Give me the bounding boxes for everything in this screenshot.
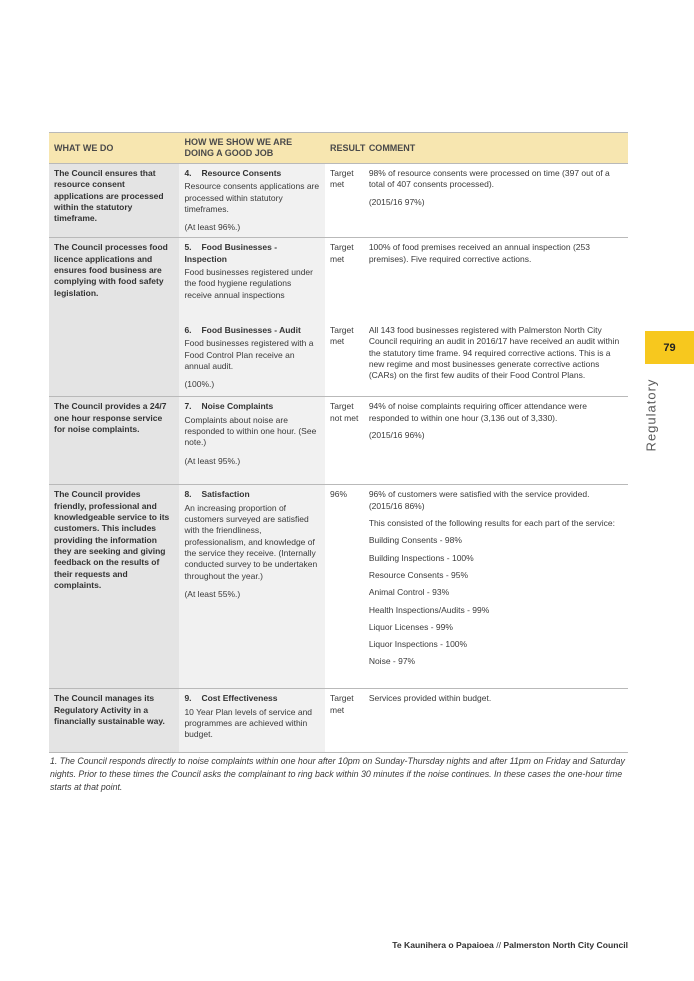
measure-description: Complaints about noise are responded to within one hour. (See note.) [184,414,317,448]
table-row [49,689,628,752]
measure-description: Resource consents applications are processed within statutory timeframes. [184,181,320,214]
table-body [49,164,628,753]
comment-line: (2015/16 97%) [368,196,425,207]
comment-line: Noise - 97% [368,656,416,667]
measure-target: (At least 95%.) [184,455,241,466]
measure-title [184,168,320,179]
comment-line: 100% of food premises received an annual inspection (253 premises). Five required corrective actions. [368,242,590,264]
comment-line: Animal Control - 93% [368,587,450,598]
comment-line: 96% of customers were satisfied with the service provided. (2015/16 86%) [368,489,590,511]
measure-cell [179,238,325,321]
measure-title-text: Resource Consents [201,168,282,178]
comment-cell [364,321,628,397]
table-row [49,485,628,689]
comment-line: This consisted of the following results for each part of the service: [368,518,615,529]
measure-description: 10 Year Plan levels of service and programmes are achieved within budget. [184,706,313,740]
measure-number: 6. [184,324,192,335]
comment-line: All 143 food businesses registered with Palmerston North City Council requiring an audit in 2016/17 have received an audit within the statutory time frame. 94 required corrective actions. This is a new regime and most businesses generate corrective actions (CARs) on the first few audits of their Food Control Plans. [368,324,620,381]
measure-cell [179,397,325,485]
comment-line: Building Inspections - 100% [368,552,474,563]
result-cell: Target met [325,321,364,397]
section-name: Regulatory [643,378,659,452]
what-we-do-cell: The Council provides a 24/7 one hour response service for noise complaints. [49,397,179,485]
measure-title [184,401,320,412]
measure-number: 5. [184,242,192,253]
measure-title-text: Satisfaction [201,489,250,500]
measure-number: 4. [184,168,192,178]
footer-maori-name: Te Kaunihera o Papaioea [392,940,494,950]
measure-title [184,489,320,500]
page-number-tab [645,331,694,364]
what-we-do-cell: The Council manages its Regulatory Activity in a financially sustainable way. [49,689,179,752]
measure-number: 9. [184,693,192,704]
comment-cell [364,238,628,321]
table-header-row [49,133,628,164]
footer-separator: // [493,940,504,950]
measure-description: Food businesses registered under the food hygiene regulations receive annual inspections [184,267,313,300]
result-cell: Target met [325,689,364,752]
comment-line: 94% of noise complaints requiring officer attendance were responded to within one hour (3,136 out of 3,330). [368,401,587,423]
comment-line: Health Inspections/Audits - 99% [368,604,490,615]
measure-title-text: Noise Complaints [201,401,274,412]
page-number: 79 [663,341,676,354]
comment-cell [364,689,628,752]
measure-cell [179,164,325,238]
result-cell: Target met [325,238,364,321]
measure-target: (At least 96%.) [184,222,241,233]
table-row [49,238,628,321]
comment-cell [364,397,628,485]
measure-number: 8. [184,489,192,500]
measure-title [184,693,320,704]
header-result: RESULT [325,133,364,164]
result-cell: 96% [325,485,364,689]
measure-cell [179,485,325,689]
measure-title-text: Cost Effectiveness [201,693,278,704]
comment-line: Liquor Licenses - 99% [368,621,453,632]
comment-line: Liquor Inspections - 100% [368,639,468,650]
measure-description: An increasing proportion of customers surveyed are satisfied with the friendliness, professionalism, and knowledge of the service they receive. (Internally conducted survey to be undertaken throughout the year.) [184,502,318,581]
comment-line: (2015/16 96%) [368,430,425,441]
comment-line: 98% of resource consents were processed on time (397 out of a total of 407 consents processed). [368,168,610,190]
header-what-we-do: WHAT WE DO [49,133,179,164]
measure-target: (At least 55%.) [184,588,241,599]
measure-cell [179,321,325,397]
measure-title-text: Food Businesses - Audit [201,324,301,335]
section-label [643,376,659,454]
table-row [49,164,628,238]
performance-measures-table [49,132,628,753]
measure-title-text: Food Businesses - Inspection [184,242,278,264]
header-comment: COMMENT [364,133,628,164]
what-we-do-cell: The Council processes food licence applications and ensures food business are complying with food safety legislation. [49,238,179,397]
comment-line: Resource Consents - 95% [368,569,469,580]
table-row [49,397,628,485]
measure-number: 7. [184,401,192,412]
result-cell: Target not met [325,397,364,485]
comment-line: Services provided within budget. [368,693,492,704]
measure-description: Food businesses registered with a Food Control Plan receive an annual audit. [184,338,314,371]
comment-line: Building Consents - 98% [368,535,462,546]
what-we-do-cell: The Council ensures that resource consent applications are processed within the statutory timeframe. [49,164,179,238]
what-we-do-cell: The Council provides friendly, professional and knowledgeable service to its customers. This includes providing the information they are seeking and giving feedback on the results of their requests and complaints. [49,485,179,689]
measure-cell [179,689,325,752]
header-how-we-show: HOW WE SHOW WE ARE DOING A GOOD JOB [179,133,325,164]
measure-title [184,325,320,336]
comment-cell [364,164,628,238]
footer-council-name: Palmerston North City Council [503,940,628,950]
result-cell: Target met [325,164,364,238]
measure-title [184,242,320,265]
page-footer [392,940,628,950]
measure-target: (100%.) [184,379,215,390]
footnote: 1. The Council responds directly to noise complaints within one hour after 10pm on Sunday-Thursday nights and after 11pm on Friday and Saturday nights. Prior to these times the Council asks the complainant to ring back within 30 minutes if the noise continues. In these cases the one-hour time starts at that point. [50,756,625,792]
comment-cell [364,485,628,689]
